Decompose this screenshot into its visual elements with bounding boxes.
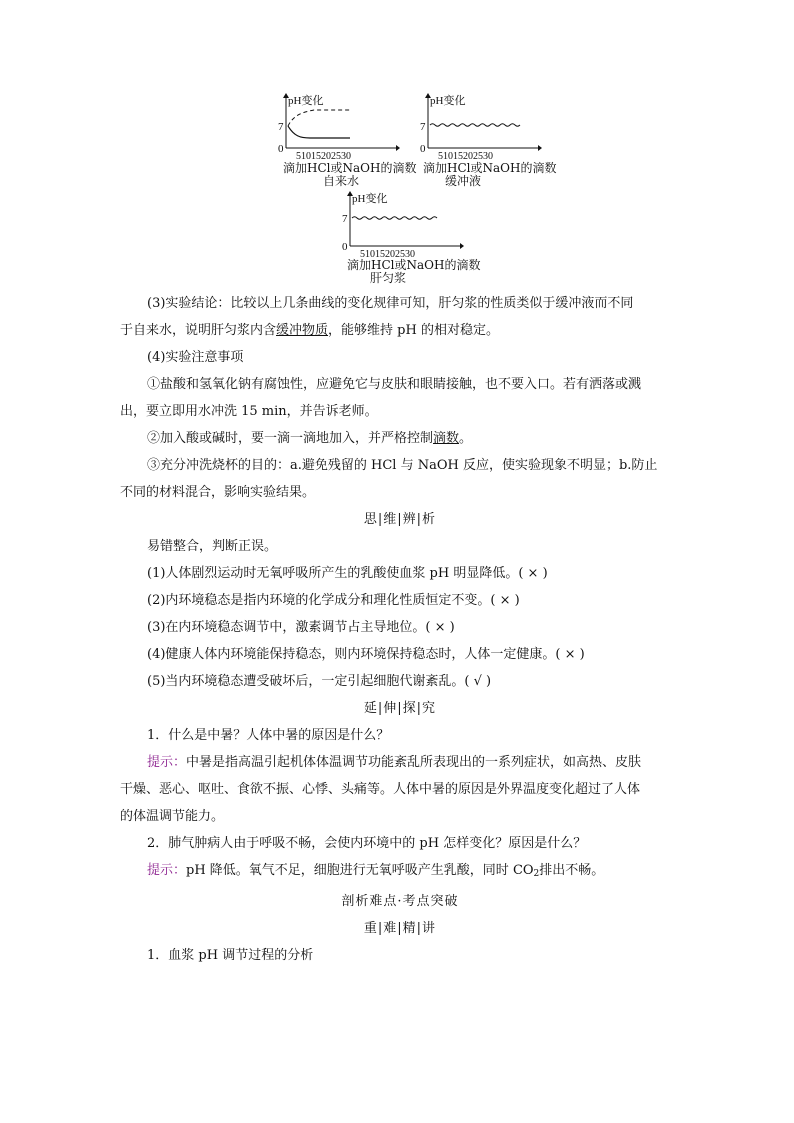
y-axis-label: pH变化: [288, 95, 324, 107]
co2-subscript: 2: [533, 869, 540, 879]
note3-line-1: ③充分冲洗烧杯的目的：a.避免残留的 HCl 与 NaOH 反应，使实验现象不明显；b.防止: [147, 458, 658, 473]
note2-underlined-term: 滴数: [433, 431, 460, 446]
liver-chart: [334, 190, 464, 260]
judge-item-5: (5)当内环境稳态遭受破坏后，一定引起细胞代谢紊乱。( √ ): [147, 674, 492, 689]
origin-label: 0: [342, 241, 348, 253]
buffer-xlabel: 滴加HCl或NaOH的滴数: [423, 161, 557, 175]
note1-line-1: ①盐酸和氢氧化钠有腐蚀性，应避免它与皮肤和眼睛接触，也不要入口。若有洒落或溅: [147, 377, 642, 392]
conclusion-text-c: ，能够维持 pH 的相对稳定。: [328, 323, 499, 338]
x-tick-labels: 51015202530: [296, 151, 351, 162]
tap-water-chart: [270, 92, 400, 162]
note2-line: [120, 425, 680, 452]
liver-chart-svg: [334, 190, 464, 260]
note1-line-2: 出，要立即用水冲洗 15 min，并告诉老师。: [120, 404, 378, 419]
buffer-chart-svg: [412, 92, 542, 162]
y-tick-label: 7: [342, 213, 348, 225]
liver-name: 肝匀浆: [370, 271, 407, 285]
buffer-wave-curve: [430, 124, 520, 127]
note3-line-2: 不同的材料混合，影响实验结果。: [120, 485, 316, 500]
section-title-extension: 延|伸|探|究: [363, 701, 437, 716]
naoh-curve-dashed: [288, 110, 352, 126]
conclusion-line-1: (3)实验结论：比较以上几条曲线的变化规律可知，肝匀浆的性质类似于缓冲液而不同: [147, 296, 634, 311]
x-axis-arrow: [460, 243, 464, 249]
liver-xlabel: 滴加HCl或NaOH的滴数: [347, 258, 481, 272]
tap-water-chart-svg: [270, 92, 400, 162]
judge-item-1: (1)人体剧烈运动时无氧呼吸所产生的乳酸使血浆 pH 明显降低。( × ): [147, 566, 548, 581]
answer-1-line-2: 干燥、恶心、呕吐、食欲不振、心悸、头痛等。人体中暑的原因是外界温度变化超过了人体: [120, 782, 641, 797]
answer-2-text-b: 排出不畅。: [539, 863, 605, 878]
question-2: 2．肺气肿病人由于呼吸不畅，会使内环境中的 pH 怎样变化？原因是什么？: [147, 836, 587, 851]
hint-label: 提示：: [147, 755, 187, 770]
answer-1-line-1: [120, 749, 680, 776]
note2-text-b: 。: [459, 431, 473, 446]
judge-item-4: (4)健康人体内环境能保持稳态，则内环境保持稳态时，人体一定健康。( × ): [147, 647, 585, 662]
buffer-name: 缓冲液: [445, 174, 482, 188]
liver-wave-curve: [352, 217, 437, 220]
answer-2-text-a: pH 降低。氧气不足，细胞进行无氧呼吸产生乳酸，同时 CO: [186, 863, 534, 878]
note2-text-a: ②加入酸或碱时，要一滴一滴地加入，并严格控制: [147, 431, 434, 446]
answer-2-line: [120, 857, 680, 888]
origin-label: 0: [278, 143, 284, 155]
x-tick-labels: 51015202530: [438, 151, 493, 162]
tap-water-xlabel: 滴加HCl或NaOH的滴数: [283, 161, 417, 175]
y-tick-label: 7: [278, 121, 284, 133]
hint-label: 提示：: [147, 863, 187, 878]
x-axis-arrow: [538, 145, 542, 151]
judge-intro: 易错整合，判断正误。: [147, 539, 278, 554]
final-item: 1．血浆 pH 调节过程的分析: [147, 948, 314, 963]
judge-item-3: (3)在内环境稳态调节中，激素调节占主导地位。( × ): [147, 620, 455, 635]
notes-title: (4)实验注意事项: [147, 350, 244, 365]
y-axis-label: pH变化: [352, 193, 388, 205]
tap-water-name: 自来水: [323, 174, 360, 188]
conclusion-underlined-term: 缓冲物质: [276, 323, 329, 338]
section-title-difficulties: 剖析难点·考点突破: [341, 894, 459, 909]
conclusion-text-b: 于自来水，说明肝匀浆内含: [120, 323, 277, 338]
hcl-curve: [288, 126, 350, 138]
question-1: 1．什么是中暑？人体中暑的原因是什么？: [147, 728, 390, 743]
section-title-key-points: 重|难|精|讲: [363, 921, 437, 936]
conclusion-line-2: [120, 317, 680, 344]
origin-label: 0: [420, 143, 426, 155]
section-title-thinking: 思|维|辨|析: [363, 512, 437, 527]
judge-item-2: (2)内环境稳态是指内环境的化学成分和理化性质恒定不变。( × ): [147, 593, 520, 608]
x-tick-labels: 51015202530: [360, 249, 415, 260]
y-tick-label: 7: [420, 121, 426, 133]
x-axis-arrow: [396, 145, 400, 151]
answer-1-text-a: 中暑是指高温引起机体体温调节功能紊乱所表现出的一系列症状，如高热、皮肤: [186, 755, 642, 770]
buffer-chart: [412, 92, 542, 162]
answer-1-line-3: 的体温调节能力。: [120, 809, 225, 824]
y-axis-label: pH变化: [430, 95, 466, 107]
body-text: [120, 290, 680, 969]
